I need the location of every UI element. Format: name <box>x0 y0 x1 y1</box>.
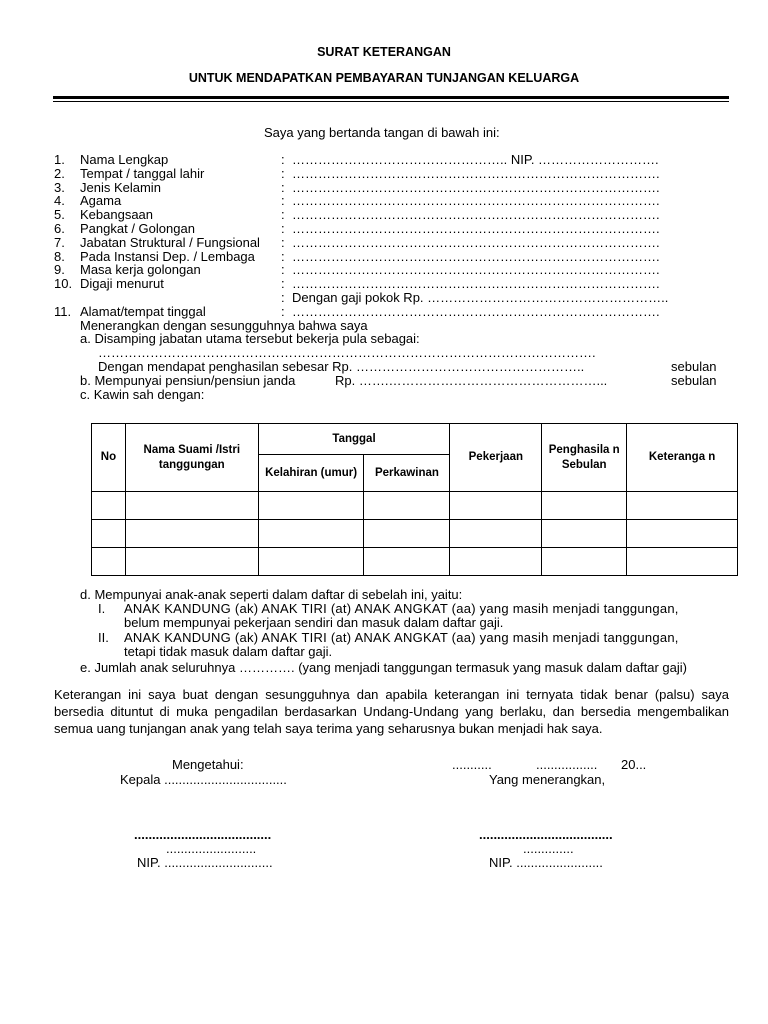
declaration-text: Menerangkan dengan sesungguhnya bahwa saya <box>80 318 368 333</box>
table-cell[interactable] <box>125 520 258 548</box>
table-cell[interactable] <box>125 548 258 576</box>
field-colon: : <box>281 262 285 277</box>
field-number: 3. <box>54 180 65 195</box>
item-d-i-line2: belum mempunyai pekerjaan sendiri dan masuk dalam daftar gaji. <box>124 615 504 630</box>
table-cell[interactable] <box>364 492 450 520</box>
header-perkawinan: Perkawinan <box>364 455 450 492</box>
item-d-label: d. Mempunyai anak-anak seperti dalam daftar di sebelah ini, yaitu: <box>80 587 463 602</box>
header-name: Nama Suami /Istri tanggungan <box>125 424 258 492</box>
address-colon: : <box>281 304 285 319</box>
table-cell[interactable] <box>627 492 738 520</box>
date-month-field[interactable]: ................. <box>536 757 598 772</box>
head-of-office-line: Kepala .................................. <box>120 772 287 787</box>
item-a-job-field[interactable]: ……………………………………………………………………………………………………. <box>98 345 596 360</box>
field-label: Pangkat / Golongan <box>80 221 195 236</box>
field-label: Jenis Kelamin <box>80 180 161 195</box>
item-d-i-number: I. <box>98 601 106 616</box>
field-number: 5. <box>54 207 65 222</box>
field-number: 9. <box>54 262 65 277</box>
address-field[interactable]: …………………………………………………………………………. <box>292 304 660 319</box>
header-penghasilan: Penghasila n Sebulan <box>542 424 627 492</box>
item-b-pension-field[interactable]: Rp. …….…………………………………………... <box>335 373 608 388</box>
field-value[interactable]: …………………………………………………………………………. <box>292 221 660 236</box>
table-cell[interactable] <box>258 548 364 576</box>
field-value[interactable]: …………………………………………………………………………. <box>292 276 660 291</box>
field-colon: : <box>281 276 285 291</box>
left-signature-sub: ......................... <box>166 841 257 856</box>
field-value[interactable]: …………………………………………………………………………. <box>292 235 660 250</box>
table-cell[interactable] <box>627 548 738 576</box>
field-value[interactable]: …………………………………………………………………………. <box>292 207 660 222</box>
field-colon: : <box>281 166 285 181</box>
table-cell[interactable] <box>125 492 258 520</box>
acknowledged-label: Mengetahui: <box>172 757 244 772</box>
salary-field[interactable]: Dengan gaji pokok Rp. ……………………………………………….. <box>292 290 669 305</box>
header-keterangan: Keteranga n <box>627 424 738 492</box>
item-d-ii-line2: tetapi tidak masuk dalam daftar gaji. <box>124 644 333 659</box>
field-colon: : <box>281 180 285 195</box>
right-signature-sub: .............. <box>523 841 574 856</box>
item-b-label: b. Mempunyai pensiun/pensiun janda <box>80 373 296 388</box>
left-nip[interactable]: NIP. .............................. <box>137 855 273 870</box>
header-tanggal: Tanggal <box>258 424 450 455</box>
table-cell[interactable] <box>258 492 364 520</box>
field-value[interactable]: …………………………………………………………………………. <box>292 249 660 264</box>
field-label: Tempat / tanggal lahir <box>80 166 205 181</box>
item-d-i-line1: ANAK KANDUNG (ak) ANAK TIRI (at) ANAK ANGKAT (aa) yang masih menjadi tanggungan, <box>124 601 679 616</box>
item-a-unit: sebulan <box>671 359 717 374</box>
field-label: Digaji menurut <box>80 276 164 291</box>
right-nip[interactable]: NIP. ........................ <box>489 855 603 870</box>
table-row <box>92 492 738 520</box>
declarer-label: Yang menerangkan, <box>489 772 606 787</box>
document-subtitle: UNTUK MENDAPATKAN PEMBAYARAN TUNJANGAN KELUARGA <box>188 71 580 85</box>
field-value[interactable]: …………………………………………………………………………. <box>292 180 660 195</box>
item-e-text: e. Jumlah anak seluruhnya …………. (yang menjadi tanggungan termasuk yang masuk dalam daftar gaji) <box>80 660 687 675</box>
field-label: Masa kerja golongan <box>80 262 201 277</box>
field-number: 7. <box>54 235 65 250</box>
table-cell[interactable] <box>450 520 542 548</box>
item-b-unit: sebulan <box>671 373 717 388</box>
field-colon: : <box>281 221 285 236</box>
field-label: Agama <box>80 193 122 208</box>
field-number: 4. <box>54 193 65 208</box>
table-cell[interactable] <box>92 548 126 576</box>
closing-paragraph: Keterangan ini saya buat dengan sesungguhnya dan apabila keterangan ini ternyata tidak benar (palsu) saya bersedia dituntut di muka pengadilan berdasarkan Undang-Undang yang berlaku, dan bersedia mengembalikan semua uang tunjangan anak yang telah saya terima yang seharusnya bukan menjadi hak saya. <box>54 687 729 736</box>
table-cell[interactable] <box>450 548 542 576</box>
table-cell[interactable] <box>92 492 126 520</box>
field-label: Pada Instansi Dep. / Lembaga <box>80 249 255 264</box>
field-number: 2. <box>54 166 65 181</box>
item-a-label: a. Disamping jabatan utama tersebut bekerja pula sebagai: <box>80 331 420 346</box>
intro-text: Saya yang bertanda tangan di bawah ini: <box>264 125 500 140</box>
item-c-label: c. Kawin sah dengan: <box>80 387 205 402</box>
table-cell[interactable] <box>450 492 542 520</box>
field-value[interactable]: …………………………………………………………………………. <box>292 166 660 181</box>
item-a-income-field[interactable]: Dengan mendapat penghasilan sebesar Rp. …………………………………………….. <box>98 359 585 374</box>
field-colon: : <box>281 249 285 264</box>
spouse-table <box>91 423 738 576</box>
field-number: 6. <box>54 221 65 236</box>
field-colon: : <box>281 235 285 250</box>
table-row <box>92 548 738 576</box>
table-cell[interactable] <box>542 548 627 576</box>
table-cell[interactable] <box>364 548 450 576</box>
document-title: SURAT KETERANGAN <box>317 45 451 59</box>
salary-colon: : <box>281 290 285 305</box>
field-colon: : <box>281 207 285 222</box>
header-rule-thick <box>53 96 729 99</box>
table-cell[interactable] <box>92 520 126 548</box>
field-value[interactable]: …………………………………………………………………………. <box>292 262 660 277</box>
table-cell[interactable] <box>627 520 738 548</box>
field-label: Jabatan Struktural / Fungsional <box>80 235 260 250</box>
date-year-field[interactable]: 20... <box>621 757 647 772</box>
field-number: 11. <box>54 304 72 319</box>
field-label: Nama Lengkap <box>80 152 169 167</box>
date-day-field[interactable]: ........... <box>452 757 492 772</box>
table-cell[interactable] <box>258 520 364 548</box>
field-colon: : <box>281 152 285 167</box>
field-label: Kebangsaan <box>80 207 154 222</box>
table-cell[interactable] <box>542 492 627 520</box>
field-number: 10. <box>54 276 73 291</box>
address-label: Alamat/tempat tinggal <box>80 304 206 319</box>
right-signature-name[interactable]: ..................................... <box>479 827 613 842</box>
field-value[interactable]: ………………………………………….. NIP. ………………………. <box>292 152 659 167</box>
table-cell[interactable] <box>364 520 450 548</box>
header-no: No <box>92 424 126 492</box>
table-row <box>92 520 738 548</box>
item-d-ii-line1: ANAK KANDUNG (ak) ANAK TIRI (at) ANAK ANGKAT (aa) yang masih menjadi tanggungan, <box>124 630 679 645</box>
field-number: 8. <box>54 249 65 264</box>
table-cell[interactable] <box>542 520 627 548</box>
header-rule-thin <box>53 101 729 102</box>
left-signature-name[interactable]: ...................................... <box>134 827 272 842</box>
field-value[interactable]: …………………………………………………………………………. <box>292 193 660 208</box>
header-pekerjaan: Pekerjaan <box>450 424 542 492</box>
field-colon: : <box>281 193 285 208</box>
item-d-ii-number: II. <box>98 630 109 645</box>
header-kelahiran: Kelahiran (umur) <box>258 455 364 492</box>
field-number: 1. <box>54 152 65 167</box>
